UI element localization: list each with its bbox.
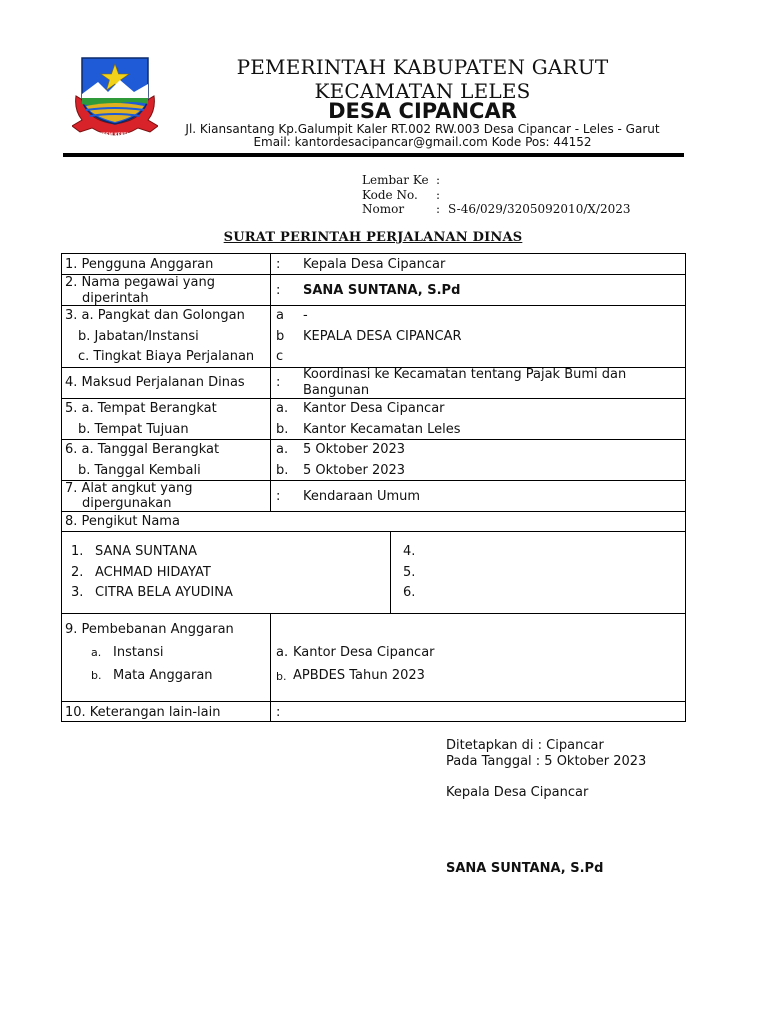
row8-label: 8. Pengikut Nama	[65, 514, 180, 529]
row6b-label: b. Tanggal Kembali	[78, 463, 201, 478]
row9-label: 9. Pembebanan Anggaran	[65, 622, 234, 637]
row3c-label: c. Tingkat Biaya Perjalanan	[78, 349, 255, 364]
follower-number: 5.	[403, 565, 416, 580]
row2-label-continued: diperintah	[82, 291, 149, 306]
signatory-name: SANA SUNTANA, S.Pd	[446, 861, 604, 876]
row9a-label: Instansi	[113, 645, 164, 660]
row9a-value: Kantor Desa Cipancar	[293, 645, 435, 660]
nomor-label: Nomor	[362, 202, 405, 216]
lembar-separator: :	[436, 173, 441, 187]
government-name: PEMERINTAH KABUPATEN GARUT	[236, 55, 609, 79]
row4-value-continued: Bangunan	[303, 383, 370, 398]
row9b-value: APBDES Tahun 2023	[293, 668, 425, 683]
logo-motto: TATA TENTREM KERTA RAHARJA	[77, 132, 153, 137]
row1-value: Kepala Desa Cipancar	[303, 257, 446, 272]
row5a-value: Kantor Desa Cipancar	[303, 401, 445, 416]
document-title: SURAT PERINTAH PERJALANAN DINAS	[223, 230, 523, 245]
row3b-label: b. Jabatan/Instansi	[78, 329, 199, 344]
row3a-label: 3. a. Pangkat dan Golongan	[65, 308, 245, 323]
row5b-marker: b.	[276, 422, 289, 437]
row6a-value: 5 Oktober 2023	[303, 442, 406, 457]
row2-label: 2. Nama pegawai yang	[65, 275, 215, 290]
follower-number: 3.	[71, 585, 84, 600]
row10-separator: :	[276, 705, 281, 720]
follower-number: 4.	[403, 544, 416, 559]
kode-label: Kode No.	[362, 188, 418, 202]
row4-separator: :	[276, 375, 281, 390]
row1-separator: :	[276, 257, 281, 272]
signatory-position: Kepala Desa Cipancar	[446, 785, 589, 800]
row3a-marker: a	[276, 308, 284, 323]
row4-value: Koordinasi ke Kecamatan tentang Pajak Bumi dan	[303, 367, 627, 382]
row1-label: 1. Pengguna Anggaran	[65, 257, 214, 272]
issued-date: Pada Tanggal : 5 Oktober 2023	[446, 754, 647, 769]
row7-value: Kendaraan Umum	[303, 489, 421, 504]
follower-name: CITRA BELA AYUDINA	[95, 585, 233, 600]
row7-separator: :	[276, 489, 281, 504]
row9b-value-marker: b.	[276, 670, 287, 683]
nomor-value: S-46/029/3205092010/X/2023	[448, 202, 631, 216]
header-divider	[63, 153, 684, 157]
village-name: DESA CIPANCAR	[328, 99, 517, 123]
nomor-separator: :	[436, 202, 441, 216]
follower-number: 2.	[71, 565, 84, 580]
travel-order-table	[61, 253, 686, 722]
row3a-value: -	[303, 308, 308, 323]
row6a-label: 6. a. Tanggal Berangkat	[65, 442, 220, 457]
row5a-marker: a.	[276, 401, 289, 416]
row6a-marker: a.	[276, 442, 289, 457]
garut-regency-emblem-icon	[72, 50, 158, 142]
follower-name: ACHMAD HIDAYAT	[95, 565, 211, 580]
follower-name: SANA SUNTANA	[95, 544, 198, 559]
row9b-label: Mata Anggaran	[113, 668, 213, 683]
row9b-marker: b.	[91, 669, 102, 682]
row5b-label: b. Tempat Tujuan	[78, 422, 189, 437]
row2-value: SANA SUNTANA, S.Pd	[303, 283, 461, 298]
lembar-label: Lembar Ke	[362, 173, 429, 187]
district-name: KECAMATAN LELES	[314, 79, 531, 103]
row9a-marker: a.	[91, 646, 102, 659]
row7-label-continued: dipergunakan	[82, 496, 172, 511]
row3b-marker: b	[276, 329, 285, 344]
row6b-marker: b.	[276, 463, 289, 478]
office-address: Jl. Kiansantang Kp.Galumpit Kaler RT.002 RW.003 Desa Cipancar - Leles - Garut	[185, 122, 660, 136]
follower-number: 1.	[71, 544, 84, 559]
kode-separator: :	[436, 188, 441, 202]
row5a-label: 5. a. Tempat Berangkat	[65, 401, 217, 416]
row5b-value: Kantor Kecamatan Leles	[303, 422, 461, 437]
row9a-value-marker: a.	[276, 645, 289, 660]
follower-number: 6.	[403, 585, 416, 600]
row3b-value: KEPALA DESA CIPANCAR	[303, 329, 462, 344]
row7-label: 7. Alat angkut yang	[65, 481, 193, 496]
row4-label: 4. Maksud Perjalanan Dinas	[65, 375, 245, 390]
row10-label: 10. Keterangan lain-lain	[65, 705, 221, 720]
row6b-value: 5 Oktober 2023	[303, 463, 406, 478]
contact-line: Email: kantordesacipancar@gmail.com Kode Pos: 44152	[253, 135, 592, 149]
issued-place: Ditetapkan di : Cipancar	[446, 738, 604, 753]
row3c-marker: c	[276, 349, 284, 364]
row2-separator: :	[276, 283, 281, 298]
